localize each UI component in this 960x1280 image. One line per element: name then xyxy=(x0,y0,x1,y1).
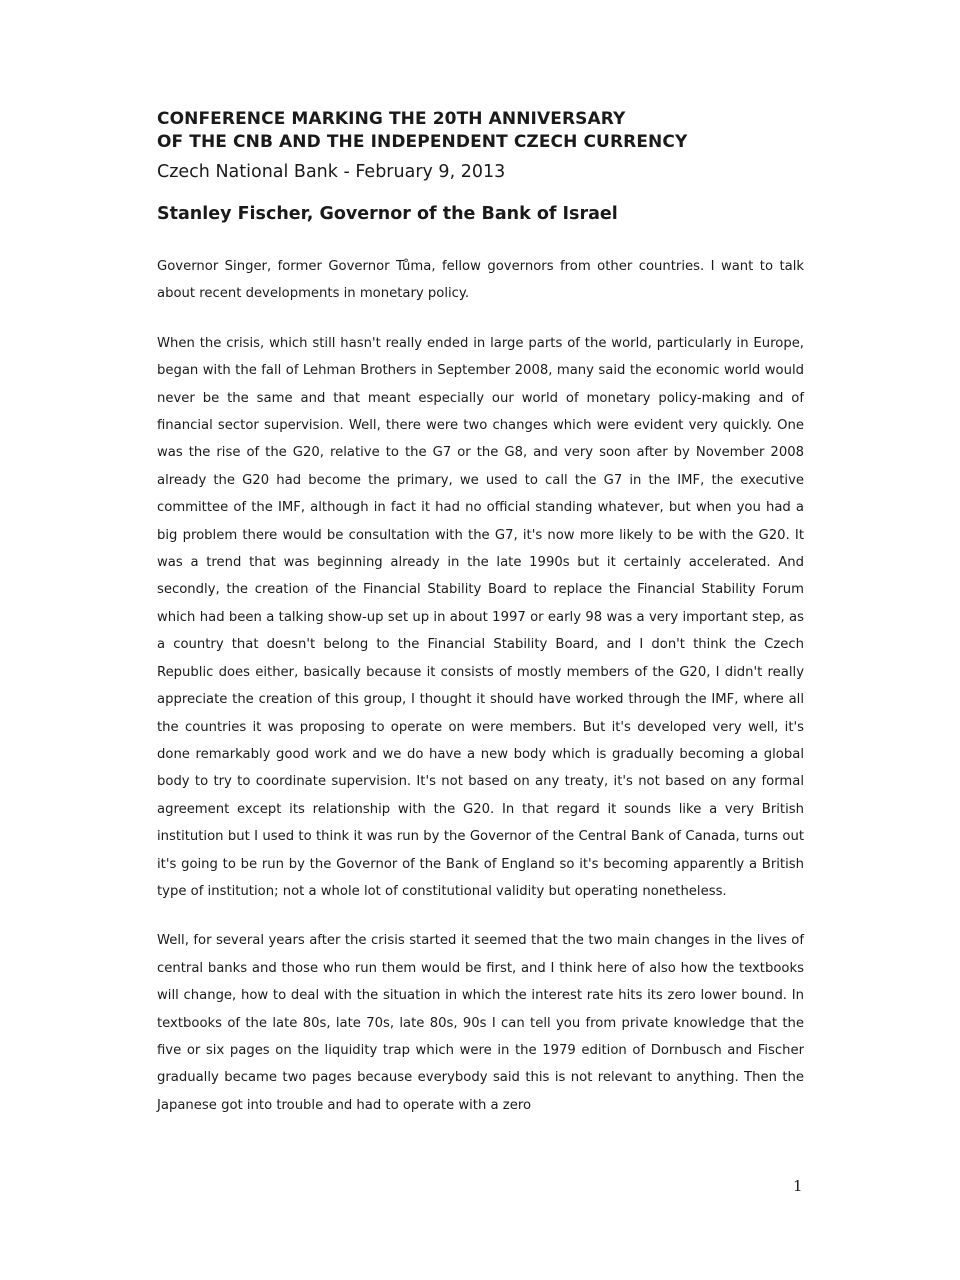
conference-title-line-1: CONFERENCE MARKING THE 20TH ANNIVERSARY xyxy=(157,109,626,129)
paragraph-zero-lower-bound: Well, for several years after the crisis started it seemed that the two main changes in the lives of central banks and those who run them would be first, and I think here of also how the textbooks will change, how to deal with the situation in which the interest rate hits its zero lower bound. In textbooks of the late 80s, late 70s, late 80s, 90s I can tell you from private knowledge that the five or six pages on the liquidity trap which were in the 1979 edition of Dornbusch and Fischer gradually became two pages because everybody said this is not relevant to anything. Then the Japanese got into trouble and had to operate with a zero xyxy=(157,933,804,1113)
conference-title-line-2: OF THE CNB AND THE INDEPENDENT CZECH CURRENCY xyxy=(157,132,688,152)
paragraph-crisis: When the crisis, which still hasn't really ended in large parts of the world, particularly in Europe, began with the fall of Lehman Brothers in September 2008, many said the economic world would never be the same and that meant especially our world of monetary policy-making and of financial sector supervision. Well, there were two changes which were evident very quickly. One was the rise of the G20, relative to the G7 or the G8, and very soon after by November 2008 already the G20 had become the primary, we used to call the G7 in the IMF, the executive committee of the IMF, although in fact it had no official standing whatever, but when you had a big problem there would be consultation with the G7, it's now more likely to be with the G20. It was a trend that was beginning already in the late 1990s but it certainly accelerated. And secondly, the creation of the Financial Stability Board to replace the Financial Stability Forum which had been a talking show-up set up in about 1997 or early 98 was a very important step, as a country that doesn't belong to the Financial Stability Board, and I don't think the Czech Republic does either, basically because it consists of mostly members of the G20, I didn't really appreciate the creation of this group, I thought it should have worked through the IMF, where all the countries it was proposing to operate on were members. But it's developed very well, it's done remarkably good work and we do have a new body which is gradually becoming a global body to try to coordinate supervision. It's not based on any treaty, it's not based on any formal agreement except its relationship with the G20. In that regard it sounds like a very British institution but I used to think it was run by the Governor of the Central Bank of Canada, turns out it's going to be run by the Governor of the Bank of England so it's becoming apparently a British type of institution; not a whole lot of constitutional validity but operating nonetheless. xyxy=(157,335,804,899)
page-number: 1 xyxy=(793,1177,803,1195)
conference-subtitle: Czech National Bank - February 9, 2013 xyxy=(157,162,506,182)
paragraph-intro: Governor Singer, former Governor Tůma, fellow governors from other countries. I want to talk about recent developments in monetary policy. xyxy=(157,259,804,302)
speaker-heading: Stanley Fischer, Governor of the Bank of Israel xyxy=(157,204,618,224)
document-page xyxy=(157,108,804,1119)
